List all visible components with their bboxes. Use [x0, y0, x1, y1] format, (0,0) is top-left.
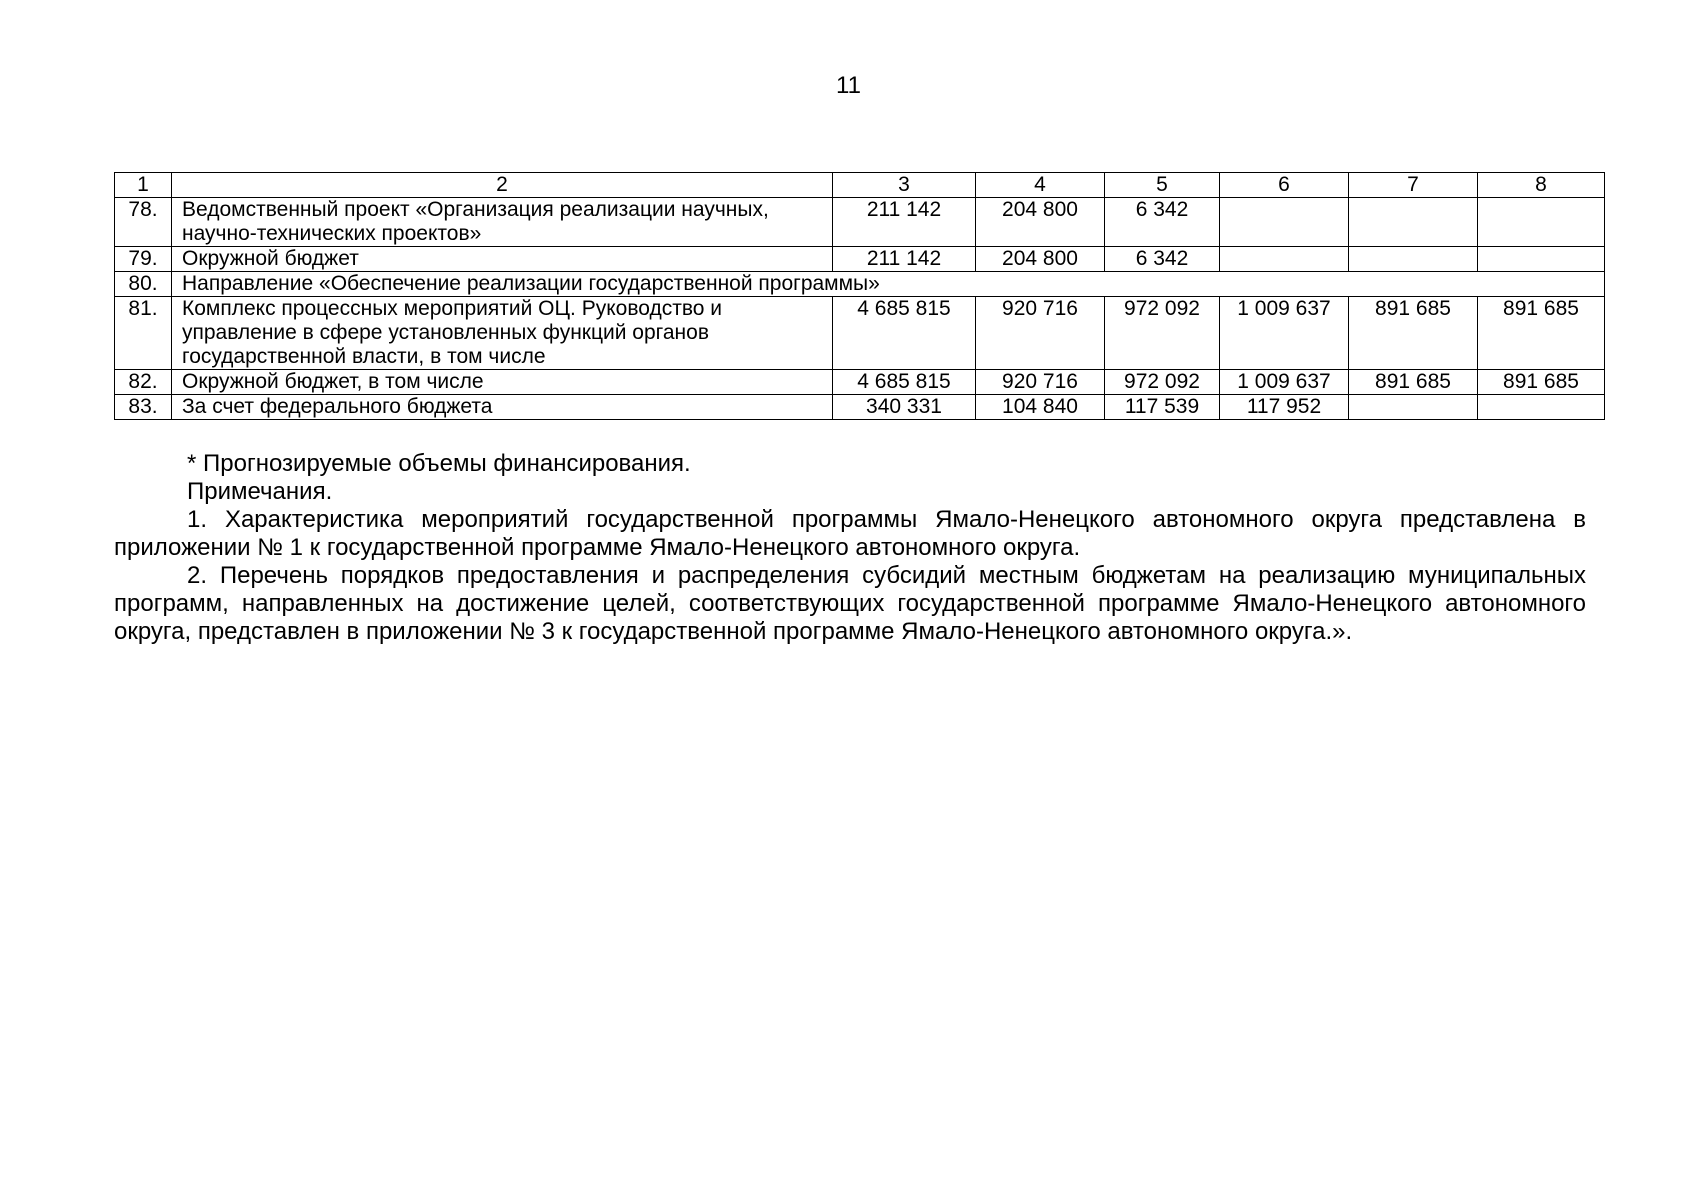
- cell-value: 211 142: [833, 247, 976, 272]
- row-number: 80.: [115, 272, 172, 297]
- column-header: 1: [115, 173, 172, 198]
- table-row: [115, 370, 1605, 395]
- cell-value: 920 716: [976, 370, 1105, 395]
- row-number: 81.: [115, 297, 172, 370]
- row-description: Окружной бюджет: [172, 247, 833, 272]
- cell-value: [1349, 247, 1478, 272]
- column-header: 7: [1349, 173, 1478, 198]
- row-number: 83.: [115, 395, 172, 420]
- cell-value: 117 539: [1105, 395, 1220, 420]
- note-item: 2. Перечень порядков предоставления и распределения субсидий местным бюджетам на реализацию муниципальных программ, направленных на достижение целей, соответствующих государственной программе Ямало-Ненецкого автономного округа, представлен в приложении № 3 к государственной программе Ямало-Ненецкого автономного округа.».: [114, 562, 1586, 645]
- cell-value: 204 800: [976, 247, 1105, 272]
- cell-value: [1220, 198, 1349, 247]
- cell-value: 891 685: [1349, 297, 1478, 370]
- cell-value: 117 952: [1220, 395, 1349, 420]
- notes-heading: Примечания.: [187, 478, 333, 505]
- cell-value: [1478, 198, 1605, 247]
- cell-value: 972 092: [1105, 370, 1220, 395]
- cell-value: 920 716: [976, 297, 1105, 370]
- cell-value: 972 092: [1105, 297, 1220, 370]
- cell-value: 211 142: [833, 198, 976, 247]
- column-header: 4: [976, 173, 1105, 198]
- notes-section: [114, 450, 1586, 646]
- table-row: [115, 297, 1605, 370]
- cell-value: [1349, 198, 1478, 247]
- table-row: [115, 247, 1605, 272]
- row-number: 78.: [115, 198, 172, 247]
- row-description: Комплекс процессных мероприятий ОЦ. Руководство и управление в сфере установленных функций органов государственной власти, в том числе: [172, 297, 833, 370]
- row-description: Окружной бюджет, в том числе: [172, 370, 833, 395]
- cell-value: 891 685: [1478, 370, 1605, 395]
- section-heading: Направление «Обеспечение реализации государственной программы»: [172, 272, 1605, 297]
- cell-value: 1 009 637: [1220, 297, 1349, 370]
- row-description: За счет федерального бюджета: [172, 395, 833, 420]
- note-item: 1. Характеристика мероприятий государственной программы Ямало-Ненецкого автономного округа представлена в приложении № 1 к государственной программе Ямало-Ненецкого автономного округа.: [114, 506, 1586, 561]
- cell-value: [1349, 395, 1478, 420]
- column-header: 8: [1478, 173, 1605, 198]
- cell-value: [1478, 247, 1605, 272]
- cell-value: 104 840: [976, 395, 1105, 420]
- cell-value: [1220, 247, 1349, 272]
- cell-value: 204 800: [976, 198, 1105, 247]
- cell-value: 6 342: [1105, 198, 1220, 247]
- table-header-row: [115, 173, 1605, 198]
- column-header: 5: [1105, 173, 1220, 198]
- cell-value: 6 342: [1105, 247, 1220, 272]
- budget-table: [114, 172, 1605, 420]
- footnote: * Прогнозируемые объемы финансирования.: [187, 450, 691, 477]
- table-row: [115, 198, 1605, 247]
- cell-value: 4 685 815: [833, 297, 976, 370]
- cell-value: 891 685: [1349, 370, 1478, 395]
- page-number: 11: [836, 72, 861, 99]
- row-description: Ведомственный проект «Организация реализации научных, научно-технических проектов»: [172, 198, 833, 247]
- cell-value: 1 009 637: [1220, 370, 1349, 395]
- column-header: 6: [1220, 173, 1349, 198]
- column-header: 2: [172, 173, 833, 198]
- cell-value: [1478, 395, 1605, 420]
- column-header: 3: [833, 173, 976, 198]
- cell-value: 340 331: [833, 395, 976, 420]
- row-number: 82.: [115, 370, 172, 395]
- table-row: [115, 272, 1605, 297]
- cell-value: 4 685 815: [833, 370, 976, 395]
- table-row: [115, 395, 1605, 420]
- row-number: 79.: [115, 247, 172, 272]
- cell-value: 891 685: [1478, 297, 1605, 370]
